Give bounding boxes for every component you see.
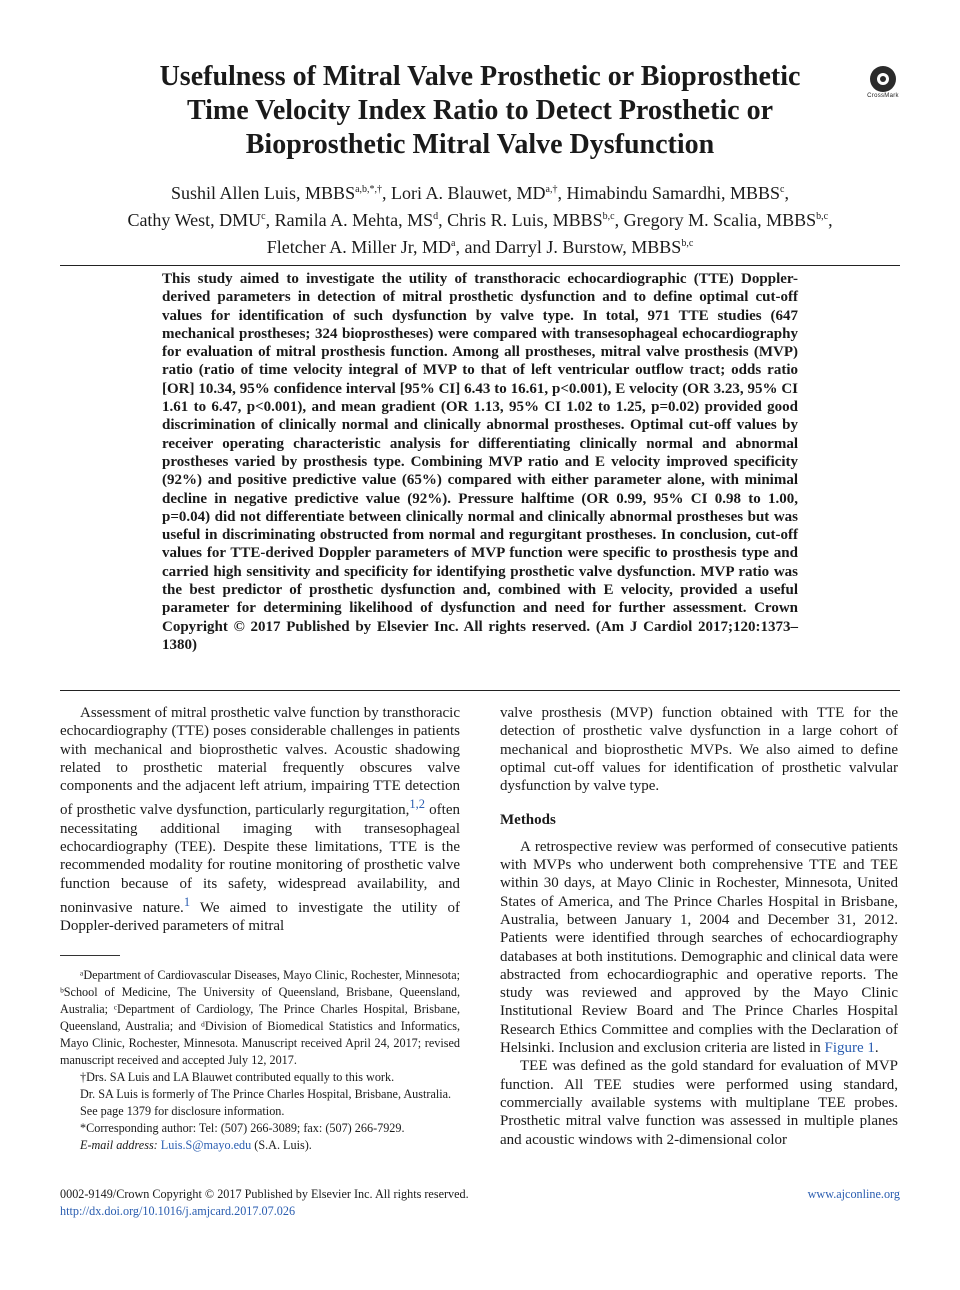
email-link[interactable]: Luis.S@mayo.edu <box>160 1138 252 1152</box>
author: Lori A. Blauwet, $MD^{a,\dagger}$, <box>391 183 567 203</box>
crossmark-badge[interactable] <box>866 66 900 99</box>
title-line: Usefulness of Mitral Valve Prosthetic or Bioprosthetic <box>159 61 801 92</box>
methods-paragraph: TEE was defined as the gold standard for evaluation of MVP function. All TEE studies were performed using standard, commercially available systems with multiplane TEE probes. Prosthetic mitral valve function was assessed in multiple planes and acoustic windows with 2-dimensional color <box>500 1058 898 1148</box>
corresponding-author-footnote: *Corresponding author: Tel: (507) 266-3089; fax: (507) 266-7929. <box>80 1121 405 1135</box>
footnote-rule <box>60 955 120 956</box>
abstract-bottom-rule <box>60 690 900 691</box>
copyright-line: 0002-9149/Crown Copyright © 2017 Published by Elsevier Inc. All rights reserved. <box>60 1187 469 1201</box>
title-line: Time Velocity Index Ratio to Detect Prosthetic or <box>186 95 774 126</box>
journal-website-link[interactable]: www.ajconline.org <box>807 1187 900 1201</box>
footnotes <box>60 967 460 1154</box>
figure-link[interactable]: Figure 1 <box>824 1040 875 1057</box>
methods-paragraph: A retrospective review was performed of consecutive patients with MVPs who underwent both comprehensive TTE and TEE within 30 days, at Mayo Clinic in Rochester, Minnesota, United States of America, and The Prince Charles Hospital in Brisbane, Australia, between January 1, 2004 and December 31, 2012. Patients were identified through searches of echocardiography databases at both institutions. Demographic and clinical data were abstracted from echocardiographic and operative reports. The study was reviewed and approved by the Mayo Clinic Institutional Review Board and The Prince Charles Hospital Research Ethics Committee and complies with the Declaration of Helsinki. Inclusion and exclusion criteria are listed in Figure 1. <box>500 838 898 1057</box>
author: Gregory M. Scalia, MBBS$^{b,c}$, <box>623 210 833 230</box>
disclosure-footnote: See page 1379 for disclosure information. <box>80 1104 285 1118</box>
author: Chris R. Luis, MBBS$^{b,c}$, <box>447 210 624 230</box>
title-line: Bioprosthetic Mitral Valve Dysfunction <box>245 129 715 160</box>
author: Darryl J. Burstow, MBBS$^{b,c}$ <box>494 237 694 257</box>
affiliations-footnote: ᵃDepartment of Cardiovascular Diseases, Mayo Clinic, Rochester, Minnesota; ᵇSchool of Medicine, The University of Queensland, Brisbane, Queensland, Australia; ᶜDepartment of Cardiology, The Prince Charles Hospital, Brisbane, Queensland, Australia; and ᵈDivision of Biomedical Statistics and Informatics, Mayo Clinic, Rochester, Minnesota. Manuscript received April 24, 2017; revised manuscript received and accepted July 12, 2017. <box>60 968 460 1067</box>
email-footnote: E-mail address: Luis.S@mayo.edu (S.A. Luis). <box>80 1138 312 1152</box>
article-title <box>110 60 850 162</box>
author-list <box>60 178 900 259</box>
abstract <box>162 270 798 654</box>
equal-contribution-footnote: †Drs. SA Luis and LA Blauwet contributed equally to this work. <box>80 1070 395 1084</box>
left-column <box>60 704 460 936</box>
section-heading-methods: Methods <box>500 812 556 829</box>
abstract-text: This study aimed to investigate the utility of transthoracic echocardiographic (TTE) Doppler-derived parameters in detection of mitral prosthetic dysfunction and to define optimal cut-off values for identification of such dysfunction by valve type. In total, 971 TTE studies (647 mechanical prostheses; 324 bioprostheses) were compared with transesophageal echocardiography for evaluation of mitral prosthesis function. Among all prostheses, mitral valve prosthesis (MVP) ratio (ratio of time velocity integral of MVP to that of left ventricular outflow tract; odds ratio [OR] 10.34, 95% confidence interval [95% CI] 6.43 to 16.61, p<0.001), E velocity (OR 3.23, 95% CI 1.61 to 6.47, p<0.001), and mean gradient (OR 1.13, 95% CI 1.02 to 1.25, p=0.02) provided good discrimination of clinically normal and clinically abnormal prostheses. Optimal cut-off values by receiver operating characteristic analysis for differentiating clinically normal and abnormal prostheses varied by prosthesis type. Combining MVP ratio and E velocity improved specificity (92%) and positive predictive value (65%) compared with either parameter alone, with minimal decline in negative predictive value (92%). Pressure halftime (OR 0.99, 95% CI 0.98 to 1.00, p=0.04) did not differentiate between clinically normal and clinically abnormal prostheses but was useful in discriminating obstructed from normal and regurgitant prostheses. In conclusion, cut-off values for TTE-derived Doppler parameters of MVP function were specific to prosthesis type and carried high sensitivity and specificity for identifying prosthetic valve dysfunction. MVP ratio was the best predictor of prosthetic dysfunction and, combined with E velocity, provided a useful parameter for determining likelihood of dysfunction and need for further assessment. Crown Copyright © 2017 Published by Elsevier Inc. All rights reserved. (Am J Cardiol 2017;120:1373–1380) <box>162 271 798 653</box>
page-footer <box>60 1186 900 1220</box>
citation-link[interactable]: 1 <box>183 894 191 909</box>
right-column <box>500 704 898 1149</box>
citation-link[interactable]: 1,2 <box>409 797 426 812</box>
crossmark-icon <box>870 66 896 92</box>
abstract-top-rule <box>60 265 900 266</box>
intro-paragraph: Assessment of mitral prosthetic valve function by transthoracic echocardiography (TTE) poses considerable challenges in patients with mechanical and bioprosthetic valves. Acoustic shadowing related to prosthetic material frequently obscures valve components and the adjacent left atrium, impairing TTE detection of prosthetic valve dysfunction, particularly regurgitation,$^{1,2}$ often necessitating additional imaging with transesophageal echocardiography (TEE). Despite these limitations, TTE is the recommended modality for routine monitoring of prosthetic valve function because of its safety, widespread availability, and noninvasive nature.$^1$ We aimed to investigate the utility of Doppler-derived parameters of mitral <box>60 705 460 935</box>
author: Sushil Allen Luis, $MBBS^{a,b,*,\dagger}$, <box>171 183 392 203</box>
author: Fletcher A. Miller Jr, $MD^a$, and <box>266 237 495 257</box>
author: Ramila A. Mehta, $MS^d$, <box>274 210 448 230</box>
former-affiliation-footnote: Dr. SA Luis is formerly of The Prince Charles Hospital, Brisbane, Australia. <box>80 1087 452 1101</box>
doi-link[interactable]: http://dx.doi.org/10.1016/j.amjcard.2017.07.026 <box>60 1204 296 1218</box>
intro-paragraph-continued: valve prosthesis (MVP) function obtained with TTE for the detection of prosthetic valve dysfunction in a large cohort of mechanical and bioprosthetic MVPs. We also aimed to define optimal cut-off values for identification of prosthetic valvular dysfunction by valve type. <box>500 705 898 795</box>
author: Cathy West, DMU$^c$, <box>127 210 275 230</box>
author: Himabindu Samardhi, MBBS$^c$, <box>566 183 789 203</box>
crossmark-label: CrossMark <box>867 93 899 99</box>
